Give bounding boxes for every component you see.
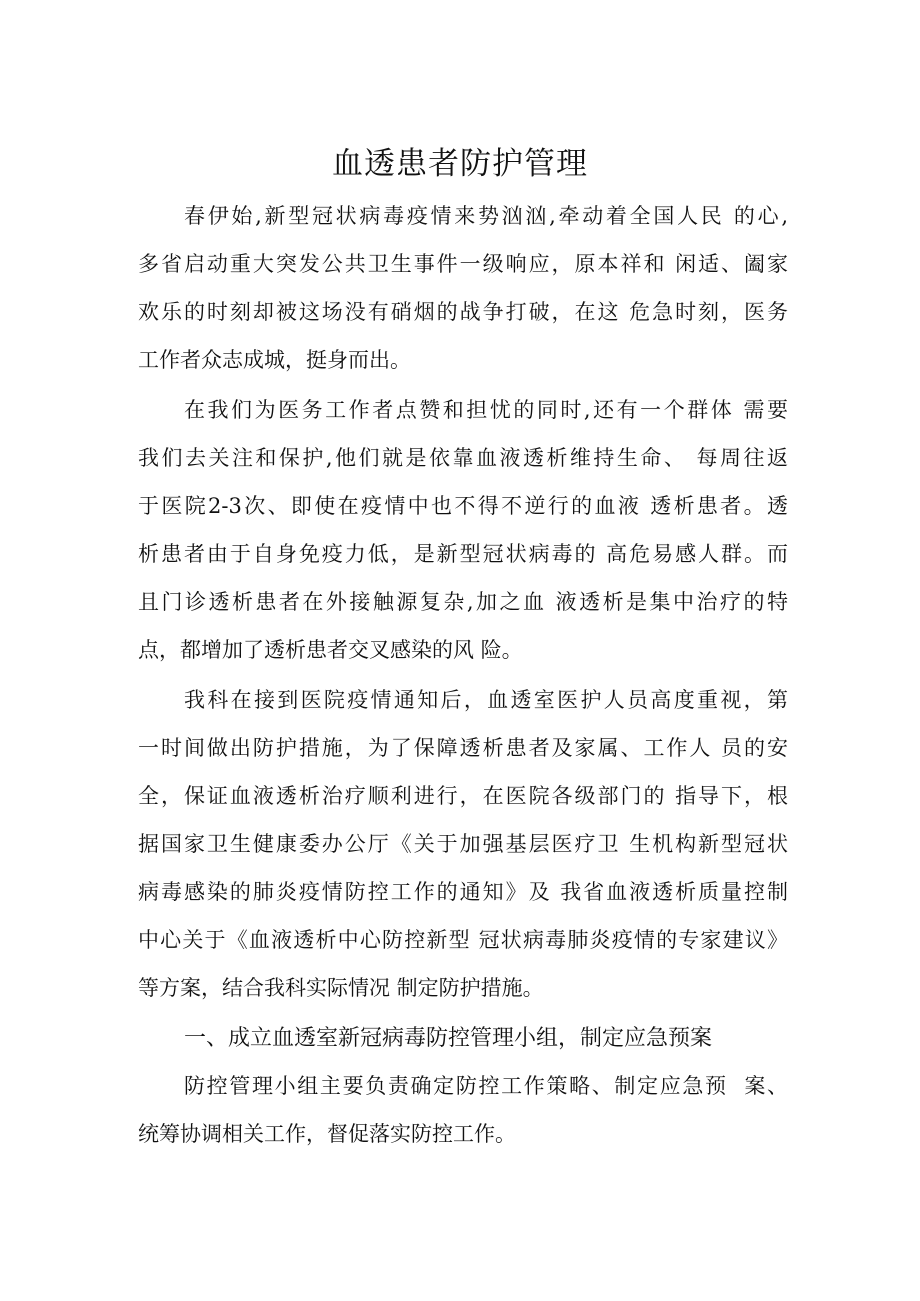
paragraph-line: 点，都增加了透析患者交叉感染的风 险。 bbox=[138, 638, 523, 662]
paragraph-line: 全，保证血液透析治疗顺利进行，在医院各级部门的 指导下，根 bbox=[138, 784, 788, 808]
paragraph-line: 防控管理小组主要负责确定防控工作策略、制定应急预 案、 bbox=[184, 1074, 788, 1098]
paragraph-line: 多省启动重大突发公共卫生事件一级响应，原本祥和 闲适、阖家 bbox=[138, 252, 788, 276]
document-title: 血透患者防护管理 bbox=[332, 146, 588, 182]
paragraph-line: 我们去关注和保护,他们就是依靠血液透析维持生命、 每周往返 bbox=[138, 446, 788, 470]
paragraph-line: 我科在接到医院疫情通知后，血透室医护人员高度重视，第 bbox=[184, 688, 788, 712]
paragraph-line: 欢乐的时刻却被这场没有硝烟的战争打破，在这 危急时刻，医务 bbox=[138, 300, 788, 324]
paragraph-line: 一时间做出防护措施，为了保障透析患者及家属、工作人 员的安 bbox=[138, 736, 788, 760]
paragraph-line: 据国家卫生健康委办公厅《关于加强基层医疗卫 生机构新型冠状 bbox=[138, 832, 788, 856]
section-heading: 一、成立血透室新冠病毒防控管理小组，制定应急预案 bbox=[184, 1026, 713, 1051]
paragraph-line: 工作者众志成城，挺身而出。 bbox=[138, 348, 411, 372]
paragraph-line: 在我们为医务工作者点赞和担忧的同时,还有一个群体 需要 bbox=[184, 398, 788, 422]
paragraph-line: 统筹协调相关工作，督促落实防控工作。 bbox=[138, 1122, 516, 1146]
paragraph-line: 病毒感染的肺炎疫情防控工作的通知》及 我省血液透析质量控制 bbox=[138, 880, 788, 904]
paragraph-line: 且门诊透析患者在外接触源复杂,加之血 液透析是集中治疗的特 bbox=[138, 590, 788, 614]
paragraph-line: 析患者由于自身免疫力低，是新型冠状病毒的 高危易感人群。而 bbox=[138, 542, 788, 566]
paragraph-line: 中心关于《血液透析中心防控新型 冠状病毒肺炎疫情的专家建议》 bbox=[138, 928, 788, 952]
paragraph-line: 等方案，结合我科实际情况 制定防护措施。 bbox=[138, 976, 544, 1000]
paragraph-line: 春伊始,新型冠状病毒疫情来势汹汹,牵动着全国人民 的心, bbox=[184, 204, 788, 228]
paragraph-line: 于医院2-3次、即使在疫情中也不得不逆行的血液 透析患者。透 bbox=[138, 494, 788, 518]
